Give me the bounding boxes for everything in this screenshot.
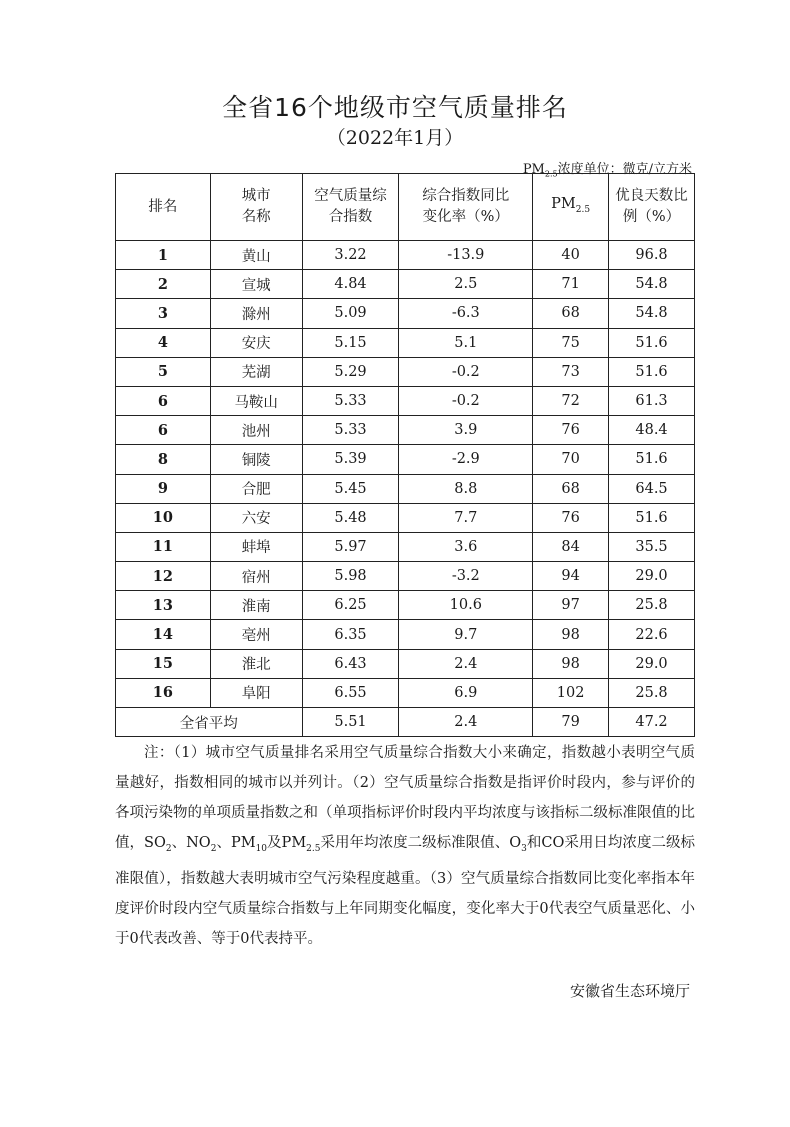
cell-city: 六安	[210, 503, 302, 532]
note-sub-no2: 2	[210, 843, 217, 854]
cell-rank: 2	[116, 270, 211, 299]
cell-city: 黄山	[210, 241, 302, 270]
cell-index: 5.39	[302, 445, 399, 474]
cell-change: 2.5	[399, 270, 533, 299]
page-title: 全省16个地级市空气质量排名	[222, 93, 568, 122]
cell-good: 54.8	[609, 270, 695, 299]
cell-change: -0.2	[399, 386, 533, 415]
unit-pm-sub: 2.5	[544, 169, 558, 179]
average-index: 5.51	[302, 708, 399, 737]
cell-rank: 15	[116, 649, 211, 678]
cell-change: -13.9	[399, 241, 533, 270]
header-change	[399, 174, 533, 241]
cell-good: 48.4	[609, 416, 695, 445]
cell-good: 22.6	[609, 620, 695, 649]
cell-good: 25.8	[609, 591, 695, 620]
cell-pm25: 102	[533, 678, 609, 707]
header-good-days	[609, 174, 695, 241]
cell-index: 5.45	[302, 474, 399, 503]
average-pm25: 79	[533, 708, 609, 737]
cell-city: 安庆	[210, 328, 302, 357]
cell-city: 宣城	[210, 270, 302, 299]
average-row	[116, 708, 695, 737]
cell-good: 51.6	[609, 328, 695, 357]
table-row	[116, 591, 695, 620]
page-subtitle: （2022年1月）	[326, 127, 464, 149]
header-index	[302, 174, 399, 241]
header-index-line1: 空气质量综	[314, 188, 387, 204]
header-rank: 排名	[116, 174, 211, 241]
note-text-3: 、PM	[216, 835, 256, 851]
cell-good: 64.5	[609, 474, 695, 503]
table-row	[116, 620, 695, 649]
cell-rank: 5	[116, 357, 211, 386]
table-row	[116, 445, 695, 474]
table-row	[116, 532, 695, 561]
cell-pm25: 71	[533, 270, 609, 299]
cell-pm25: 68	[533, 474, 609, 503]
cell-city: 亳州	[210, 620, 302, 649]
cell-index: 5.97	[302, 532, 399, 561]
cell-rank: 6	[116, 386, 211, 415]
header-good-line1: 优良天数比	[615, 188, 688, 204]
cell-change: 5.1	[399, 328, 533, 357]
cell-pm25: 84	[533, 532, 609, 561]
cell-index: 6.35	[302, 620, 399, 649]
cell-change: 8.8	[399, 474, 533, 503]
average-good: 47.2	[609, 708, 695, 737]
cell-city: 宿州	[210, 562, 302, 591]
cell-pm25: 76	[533, 416, 609, 445]
cell-index: 3.22	[302, 241, 399, 270]
cell-good: 96.8	[609, 241, 695, 270]
cell-index: 5.48	[302, 503, 399, 532]
note-text-2: 、NO	[171, 835, 211, 851]
cell-rank: 3	[116, 299, 211, 328]
note-sub-so2: 2	[165, 843, 172, 854]
cell-index: 6.43	[302, 649, 399, 678]
average-label: 全省平均	[116, 708, 303, 737]
notes-paragraph	[115, 738, 695, 954]
cell-rank: 11	[116, 532, 211, 561]
table-row	[116, 474, 695, 503]
cell-change: 3.9	[399, 416, 533, 445]
note-sub-pm10: 10	[255, 843, 268, 854]
cell-city: 芜湖	[210, 357, 302, 386]
table-row	[116, 328, 695, 357]
cell-city: 阜阳	[210, 678, 302, 707]
cell-pm25: 97	[533, 591, 609, 620]
cell-index: 5.98	[302, 562, 399, 591]
cell-city: 蚌埠	[210, 532, 302, 561]
note-sub-o3: 3	[521, 843, 527, 854]
average-change: 2.4	[399, 708, 533, 737]
header-pm-main: PM	[551, 195, 576, 212]
cell-change: 3.6	[399, 532, 533, 561]
note-text-6: 和CO采用日均浓度二级标准限值），指数越大表明城市空气污染程度越重。（3）空气质量综合指数同比变化率指本年度评价时段内空气质量综合指数与上年同期变化幅度，变化率大于0代表空气质量恶化、小于0代表改善、等于0代表持平。	[115, 835, 695, 947]
cell-city: 马鞍山	[210, 386, 302, 415]
cell-pm25: 70	[533, 445, 609, 474]
cell-good: 29.0	[609, 562, 695, 591]
header-change-line1: 综合指数同比	[422, 188, 510, 204]
cell-change: 10.6	[399, 591, 533, 620]
cell-pm25: 98	[533, 649, 609, 678]
cell-change: -3.2	[399, 562, 533, 591]
cell-change: 2.4	[399, 649, 533, 678]
note-text-4: 及PM	[267, 835, 307, 851]
cell-rank: 13	[116, 591, 211, 620]
cell-rank: 4	[116, 328, 211, 357]
cell-change: 9.7	[399, 620, 533, 649]
table-row	[116, 678, 695, 707]
cell-index: 5.09	[302, 299, 399, 328]
cell-good: 51.6	[609, 357, 695, 386]
ranking-table	[115, 173, 695, 737]
cell-city: 铜陵	[210, 445, 302, 474]
table-row	[116, 649, 695, 678]
cell-city: 淮北	[210, 649, 302, 678]
cell-index: 6.25	[302, 591, 399, 620]
table-row	[116, 562, 695, 591]
cell-rank: 1	[116, 241, 211, 270]
cell-index: 5.29	[302, 357, 399, 386]
cell-good: 54.8	[609, 299, 695, 328]
cell-change: 6.9	[399, 678, 533, 707]
header-pm-sub: 2.5	[575, 204, 591, 215]
note-text-1: 注：（1）城市空气质量排名采用空气质量综合指数大小来确定，指数越小表明空气质量越好，指数相同的城市以并列计。（2）空气质量综合指数是指评价时段内，参与评价的各项污染物的单项质量指数之和（单项指标评价时段内平均浓度与该指标二级标准限值的比值，SO	[115, 745, 695, 851]
cell-good: 51.6	[609, 503, 695, 532]
header-city-line1: 城市	[241, 188, 271, 204]
cell-good: 51.6	[609, 445, 695, 474]
header-city	[210, 174, 302, 241]
cell-city: 滁州	[210, 299, 302, 328]
note-sub-pm25: 2.5	[306, 843, 321, 854]
table-row	[116, 241, 695, 270]
header-city-line2: 名称	[241, 209, 271, 225]
cell-index: 4.84	[302, 270, 399, 299]
cell-change: 7.7	[399, 503, 533, 532]
cell-city: 淮南	[210, 591, 302, 620]
cell-city: 合肥	[210, 474, 302, 503]
header-pm25	[533, 174, 609, 241]
cell-rank: 10	[116, 503, 211, 532]
cell-city: 池州	[210, 416, 302, 445]
cell-rank: 16	[116, 678, 211, 707]
cell-rank: 6	[116, 416, 211, 445]
unit-text: 浓度单位：微克/立方米	[557, 162, 692, 177]
cell-pm25: 75	[533, 328, 609, 357]
header-good-line2: 例（%）	[622, 209, 681, 225]
cell-index: 6.55	[302, 678, 399, 707]
cell-pm25: 68	[533, 299, 609, 328]
cell-pm25: 72	[533, 386, 609, 415]
table-row	[116, 416, 695, 445]
cell-pm25: 40	[533, 241, 609, 270]
cell-good: 35.5	[609, 532, 695, 561]
header-change-line2: 变化率（%）	[422, 209, 509, 225]
cell-change: -6.3	[399, 299, 533, 328]
cell-pm25: 76	[533, 503, 609, 532]
cell-good: 61.3	[609, 386, 695, 415]
cell-rank: 8	[116, 445, 211, 474]
cell-index: 5.33	[302, 416, 399, 445]
cell-rank: 12	[116, 562, 211, 591]
cell-change: -0.2	[399, 357, 533, 386]
table-row	[116, 386, 695, 415]
cell-good: 25.8	[609, 678, 695, 707]
cell-pm25: 73	[533, 357, 609, 386]
cell-rank: 9	[116, 474, 211, 503]
table-header-row	[116, 174, 695, 241]
cell-rank: 14	[116, 620, 211, 649]
header-index-line2: 合指数	[328, 209, 373, 225]
table-row	[116, 357, 695, 386]
unit-pm-main: PM	[522, 162, 545, 177]
table-row	[116, 299, 695, 328]
cell-good: 29.0	[609, 649, 695, 678]
cell-index: 5.33	[302, 386, 399, 415]
cell-change: -2.9	[399, 445, 533, 474]
issuer-signature: 安徽省生态环境厅	[569, 982, 690, 1000]
cell-index: 5.15	[302, 328, 399, 357]
table-row	[116, 270, 695, 299]
note-text-5: 采用年均浓度二级标准限值、O	[320, 835, 522, 851]
cell-pm25: 94	[533, 562, 609, 591]
cell-pm25: 98	[533, 620, 609, 649]
table-row	[116, 503, 695, 532]
